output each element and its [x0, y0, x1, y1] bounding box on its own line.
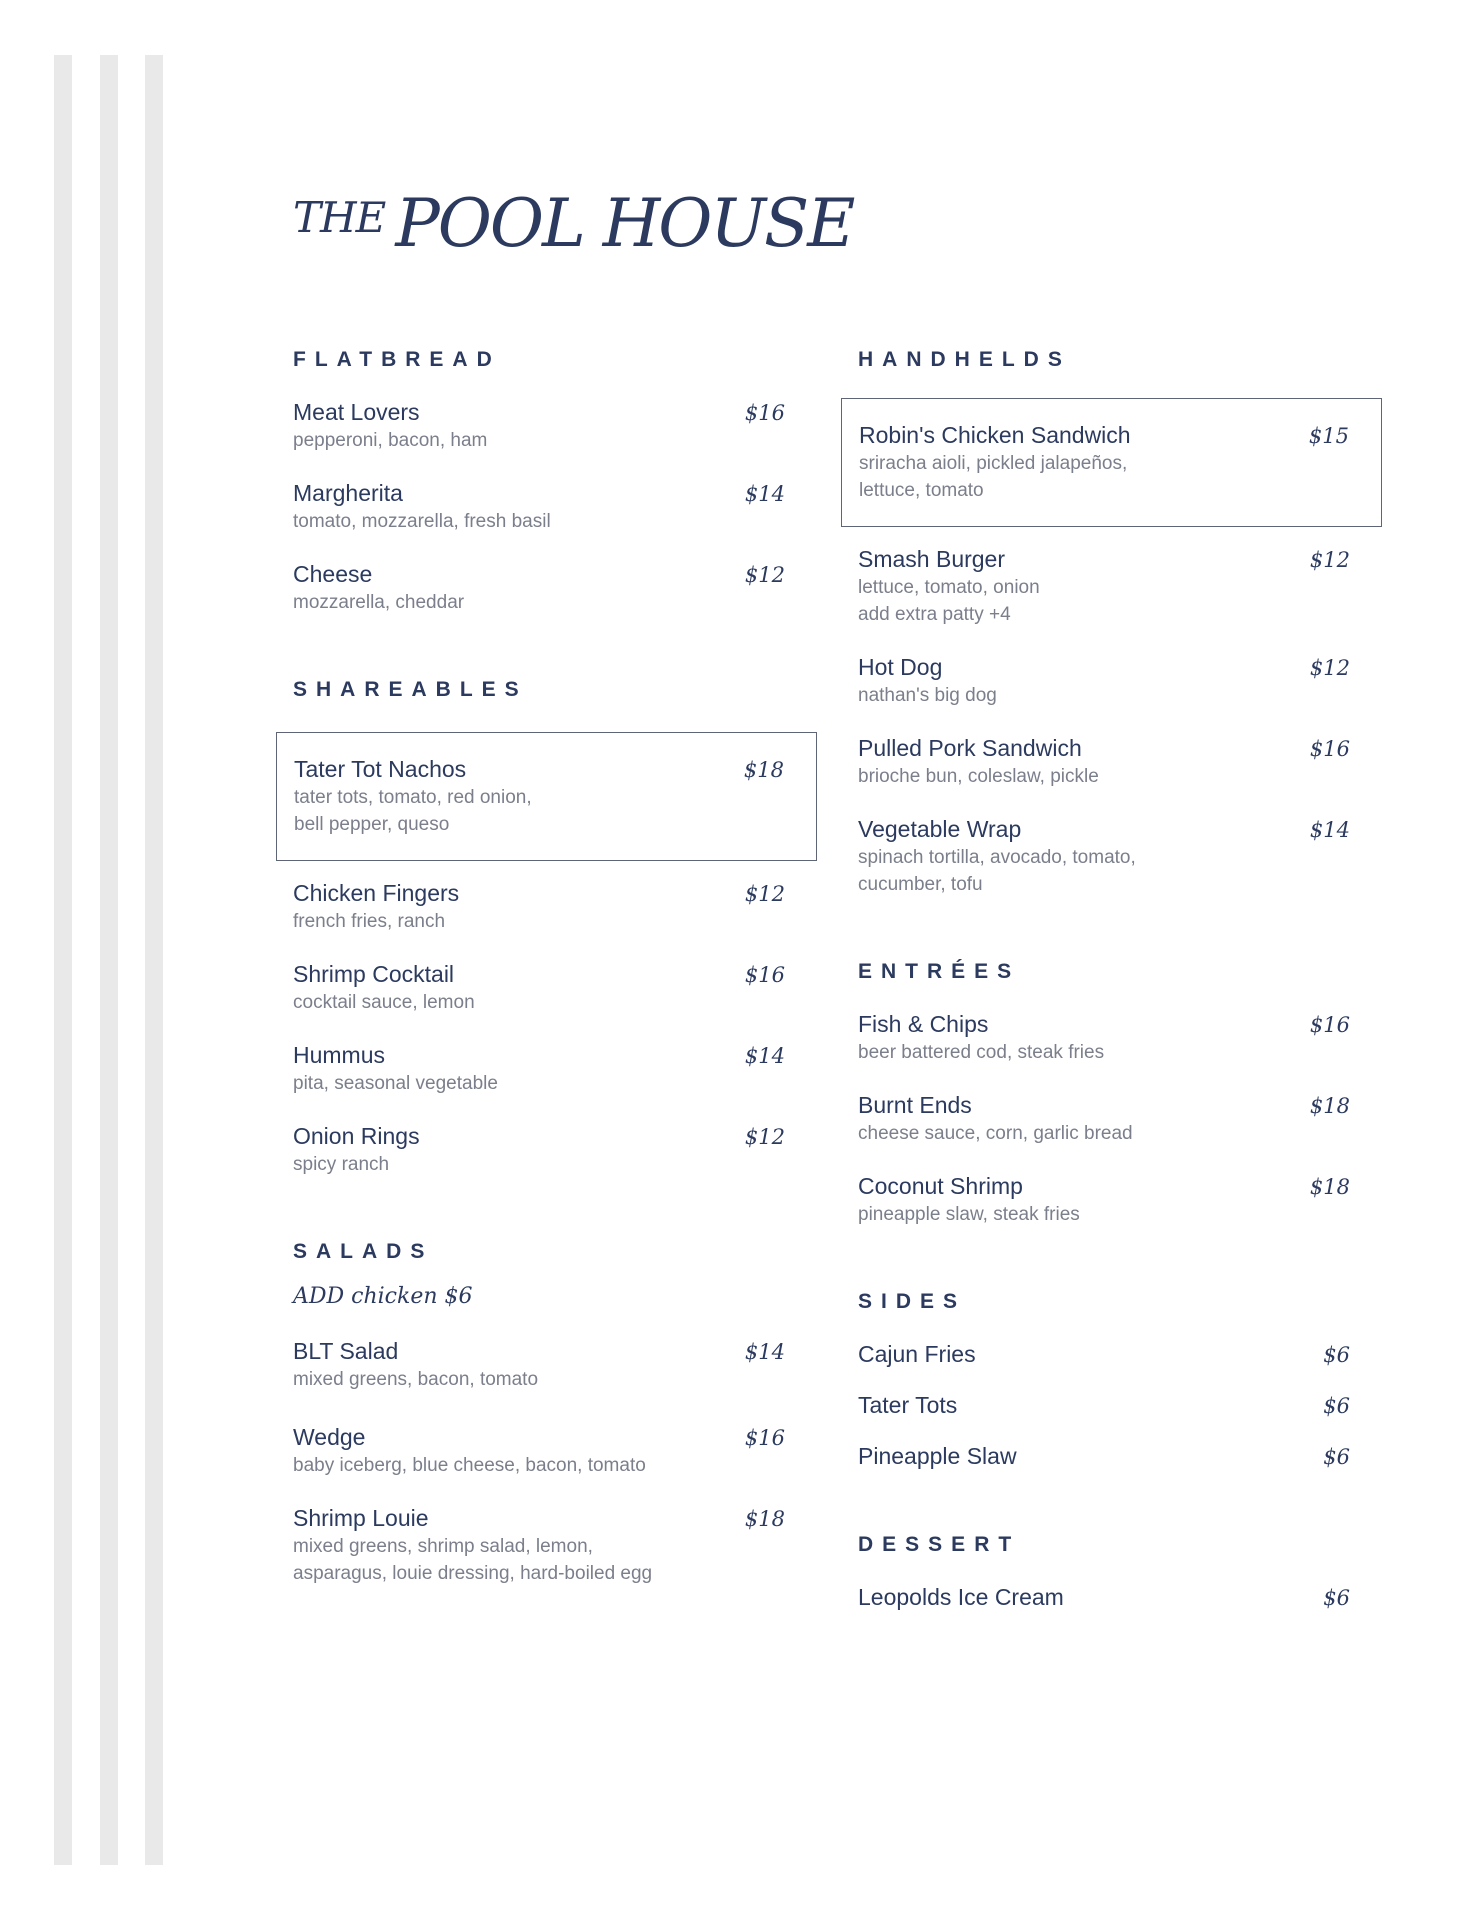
menu-item [858, 545, 1350, 628]
item-price: $16 [1309, 1013, 1350, 1037]
section-salads [293, 1240, 785, 1587]
item-price: $15 [1308, 424, 1349, 448]
item-description: pepperoni, bacon, ham [293, 430, 488, 451]
item-name: Smash Burger [858, 546, 1006, 572]
menu-item [293, 479, 785, 535]
menu-item [293, 560, 785, 616]
item-name: Coconut Shrimp [858, 1173, 1023, 1199]
item-name: Pineapple Slaw [858, 1443, 1017, 1469]
item-price: $6 [1323, 1343, 1350, 1367]
item-name: Tater Tot Nachos [294, 756, 467, 782]
section-shareables [293, 678, 785, 1178]
decorative-stripe [54, 55, 72, 1865]
item-name: Pulled Pork Sandwich [858, 735, 1082, 761]
menu-item [858, 1442, 1350, 1471]
menu-item [858, 1583, 1350, 1612]
menu-item [858, 1091, 1350, 1147]
item-description: spicy ranch [293, 1154, 390, 1175]
item-description: add extra patty +4 [858, 604, 1011, 625]
item-price: $6 [1323, 1394, 1350, 1418]
item-name: Chicken Fingers [293, 880, 460, 906]
item-price: $18 [743, 758, 784, 782]
item-price: $12 [744, 1125, 785, 1149]
item-description: pita, seasonal vegetable [293, 1073, 498, 1094]
item-name: Shrimp Louie [293, 1505, 429, 1531]
item-description: tater tots, tomato, red onion, [294, 787, 532, 808]
item-price: $18 [744, 1507, 785, 1531]
menu-item [858, 1010, 1350, 1066]
menu-item [293, 1337, 785, 1393]
menu-item [293, 960, 785, 1016]
item-name: Tater Tots [858, 1392, 958, 1418]
item-name: Wedge [293, 1424, 366, 1450]
item-name: Vegetable Wrap [858, 816, 1022, 842]
item-price: $16 [1309, 737, 1350, 761]
item-description: beer battered cod, steak fries [858, 1042, 1105, 1063]
menu-item [858, 1172, 1350, 1228]
item-description: tomato, mozzarella, fresh basil [293, 511, 551, 532]
menu-item [293, 879, 785, 935]
item-name: Meat Lovers [293, 399, 420, 425]
item-price: $18 [1309, 1094, 1350, 1118]
item-name: BLT Salad [293, 1338, 399, 1364]
item-name: Hummus [293, 1042, 386, 1068]
title-small: THE [293, 193, 386, 242]
item-description: mixed greens, bacon, tomato [293, 1369, 539, 1390]
menu-item [293, 1504, 785, 1587]
menu-item [858, 815, 1350, 898]
menu-item [293, 1423, 785, 1479]
item-price: $6 [1323, 1586, 1350, 1610]
section-dessert [858, 1533, 1350, 1612]
section-title: SHAREABLES [293, 678, 528, 701]
item-price: $16 [744, 1426, 785, 1450]
item-description: sriracha aioli, pickled jalapeños, [859, 453, 1128, 474]
item-price: $16 [744, 401, 785, 425]
item-description: lettuce, tomato [859, 480, 984, 501]
section-title: FLATBREAD [293, 348, 501, 371]
menu-item [858, 653, 1350, 709]
item-description: cocktail sauce, lemon [293, 992, 475, 1013]
item-name: Hot Dog [858, 654, 943, 680]
menu-item [858, 734, 1350, 790]
title-main: POOL HOUSE [395, 185, 854, 262]
item-price: $12 [744, 882, 785, 906]
item-price: $14 [744, 1044, 785, 1068]
item-description: asparagus, louie dressing, hard-boiled egg [293, 1563, 653, 1584]
section-title: SIDES [858, 1290, 967, 1313]
item-price: $12 [1309, 656, 1350, 680]
decorative-stripe [100, 55, 118, 1865]
item-price: $16 [744, 963, 785, 987]
menu-column-right [858, 348, 1350, 1612]
page-title [293, 185, 853, 262]
item-description: nathan's big dog [858, 685, 997, 706]
item-price: $12 [744, 563, 785, 587]
featured-menu-item [841, 398, 1382, 527]
item-name: Onion Rings [293, 1123, 420, 1149]
item-price: $14 [1309, 818, 1350, 842]
section-flatbread [293, 348, 785, 616]
item-name: Cajun Fries [858, 1341, 976, 1367]
item-description: mozzarella, cheddar [293, 592, 465, 613]
item-price: $14 [744, 482, 785, 506]
salads-add-note: ADD chicken $6 [293, 1284, 473, 1309]
item-price: $14 [744, 1340, 785, 1364]
section-entrees [858, 960, 1350, 1228]
item-description: lettuce, tomato, onion [858, 577, 1040, 598]
featured-menu-item [276, 732, 817, 861]
item-description: baby iceberg, blue cheese, bacon, tomato [293, 1455, 646, 1476]
item-price: $12 [1309, 548, 1350, 572]
item-description: french fries, ranch [293, 911, 446, 932]
item-name: Robin's Chicken Sandwich [859, 422, 1131, 448]
item-price: $6 [1323, 1445, 1350, 1469]
menu-item [293, 398, 785, 454]
menu-item [293, 1041, 785, 1097]
section-title: SALADS [293, 1240, 434, 1263]
item-name: Leopolds Ice Cream [858, 1584, 1064, 1610]
section-title: ENTRÉES [858, 960, 1021, 983]
item-description: pineapple slaw, steak fries [858, 1204, 1080, 1225]
item-description: cheese sauce, corn, garlic bread [858, 1123, 1133, 1144]
item-description: cucumber, tofu [858, 874, 983, 895]
item-price: $18 [1309, 1175, 1350, 1199]
menu-column-left [293, 348, 785, 1587]
menu-item [858, 1391, 1350, 1420]
item-name: Shrimp Cocktail [293, 961, 455, 987]
decorative-stripe [145, 55, 163, 1865]
section-handhelds [858, 348, 1350, 898]
item-description: spinach tortilla, avocado, tomato, [858, 847, 1136, 868]
section-title: DESSERT [858, 1533, 1021, 1556]
item-description: mixed greens, shrimp salad, lemon, [293, 1536, 593, 1557]
section-sides [858, 1290, 1350, 1471]
menu-item [293, 1122, 785, 1178]
item-description: brioche bun, coleslaw, pickle [858, 766, 1099, 787]
item-name: Cheese [293, 561, 373, 587]
item-name: Burnt Ends [858, 1092, 972, 1118]
item-description: bell pepper, queso [294, 814, 450, 835]
item-name: Fish & Chips [858, 1011, 989, 1037]
item-name: Margherita [293, 480, 403, 506]
section-title: HANDHELDS [858, 348, 1071, 371]
menu-item [858, 1340, 1350, 1369]
